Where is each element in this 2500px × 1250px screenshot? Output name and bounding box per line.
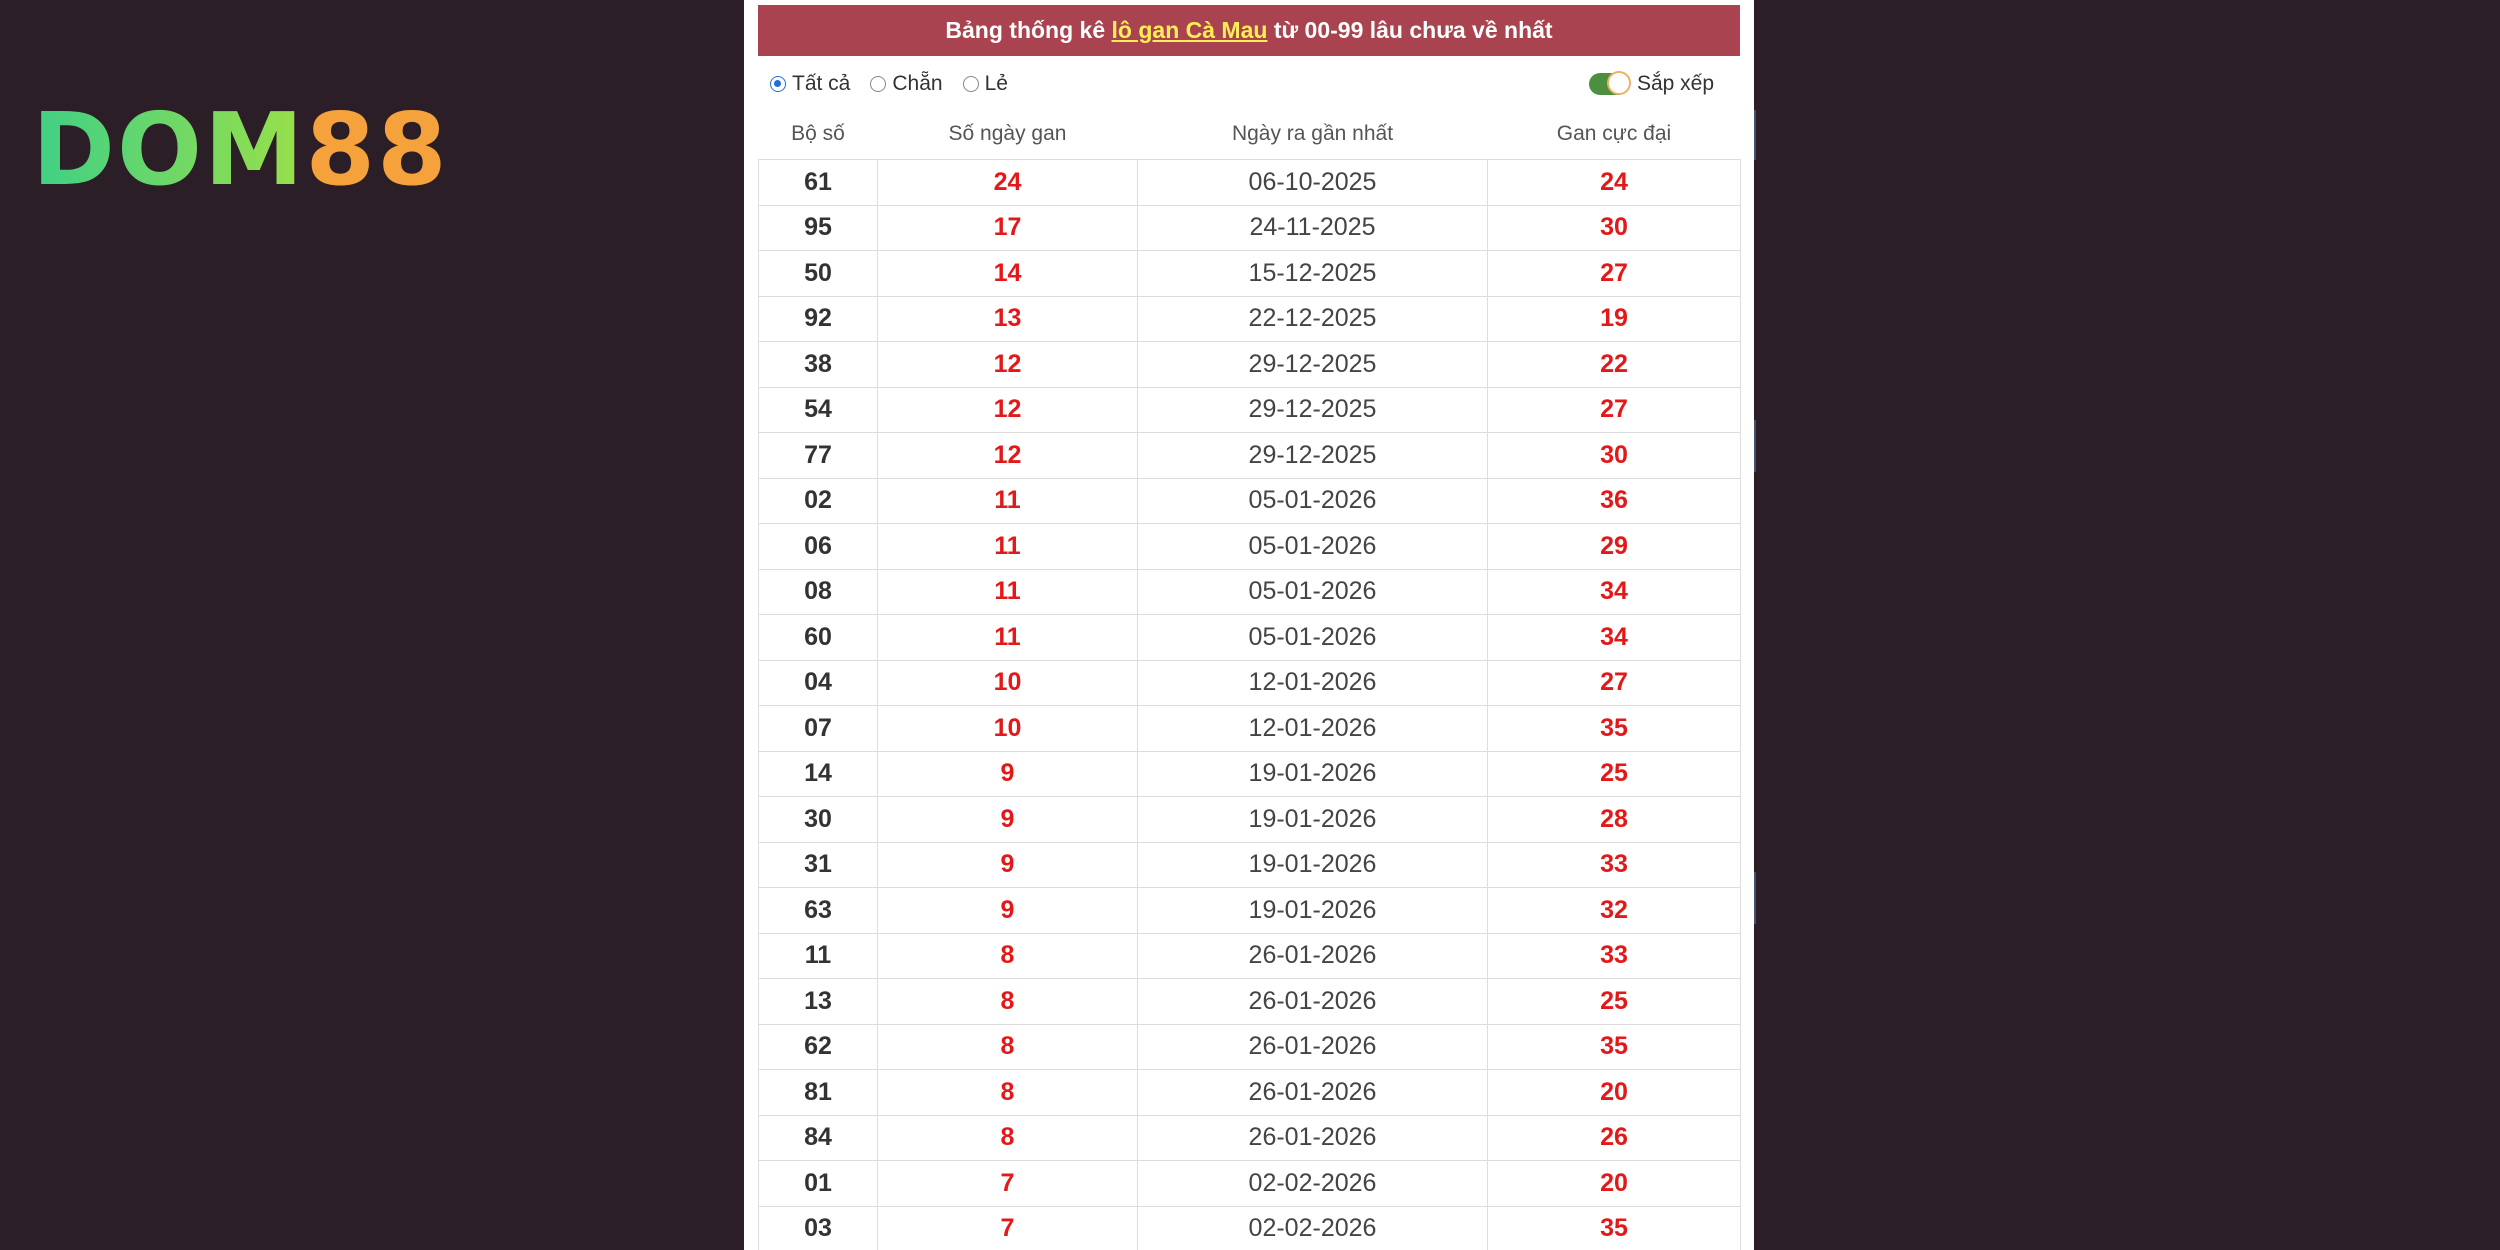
gan-days-cell: 9 <box>878 888 1138 934</box>
max-gan-cell: 20 <box>1488 1161 1741 1207</box>
filter-row <box>758 62 1740 106</box>
gan-days-cell: 11 <box>878 524 1138 570</box>
last-date-cell: 19-01-2026 <box>1138 842 1488 888</box>
table-row <box>759 296 1741 342</box>
number-cell: 11 <box>759 933 878 979</box>
max-gan-cell: 35 <box>1488 1206 1741 1250</box>
table-row <box>759 205 1741 251</box>
number-cell: 02 <box>759 478 878 524</box>
gan-days-cell: 10 <box>878 660 1138 706</box>
last-date-cell: 19-01-2026 <box>1138 797 1488 843</box>
stats-panel <box>744 0 1754 1250</box>
table-row <box>759 1024 1741 1070</box>
number-cell: 06 <box>759 524 878 570</box>
gan-days-cell: 24 <box>878 160 1138 206</box>
max-gan-cell: 25 <box>1488 751 1741 797</box>
table-row <box>759 1115 1741 1161</box>
number-cell: 31 <box>759 842 878 888</box>
gan-table <box>758 109 1741 1250</box>
gan-days-cell: 8 <box>878 933 1138 979</box>
table-row <box>759 1161 1741 1207</box>
table-row <box>759 1206 1741 1250</box>
table-row <box>759 1070 1741 1116</box>
last-date-cell: 06-10-2025 <box>1138 160 1488 206</box>
number-cell: 63 <box>759 888 878 934</box>
gan-days-cell: 12 <box>878 433 1138 479</box>
number-cell: 38 <box>759 342 878 388</box>
gan-days-cell: 17 <box>878 205 1138 251</box>
gan-days-cell: 14 <box>878 251 1138 297</box>
number-cell: 08 <box>759 569 878 615</box>
table-row <box>759 842 1741 888</box>
last-date-cell: 26-01-2026 <box>1138 1115 1488 1161</box>
number-cell: 30 <box>759 797 878 843</box>
table-row <box>759 387 1741 433</box>
last-date-cell: 26-01-2026 <box>1138 979 1488 1025</box>
radio-dot-icon <box>963 76 979 92</box>
table-title <box>758 5 1740 56</box>
logo-text-88: 88 <box>305 91 449 208</box>
gan-days-cell: 7 <box>878 1161 1138 1207</box>
table-row <box>759 979 1741 1025</box>
last-date-cell: 12-01-2026 <box>1138 706 1488 752</box>
title-suffix: từ 00-99 lâu chưa về nhất <box>1267 17 1553 43</box>
filter-odd-label: Lẻ <box>984 72 1008 95</box>
last-date-cell: 26-01-2026 <box>1138 1024 1488 1070</box>
radio-dot-icon <box>870 76 886 92</box>
max-gan-cell: 27 <box>1488 660 1741 706</box>
max-gan-cell: 27 <box>1488 387 1741 433</box>
number-cell: 84 <box>759 1115 878 1161</box>
last-date-cell: 05-01-2026 <box>1138 524 1488 570</box>
table-row <box>759 524 1741 570</box>
gan-days-cell: 12 <box>878 342 1138 388</box>
filter-even-radio[interactable] <box>870 72 942 96</box>
filter-all-radio[interactable] <box>770 72 850 96</box>
number-cell: 14 <box>759 751 878 797</box>
last-date-cell: 29-12-2025 <box>1138 433 1488 479</box>
gan-days-cell: 10 <box>878 706 1138 752</box>
title-link[interactable]: lô gan Cà Mau <box>1111 17 1268 43</box>
max-gan-cell: 30 <box>1488 205 1741 251</box>
column-header: Bộ số <box>759 109 878 160</box>
max-gan-cell: 20 <box>1488 1070 1741 1116</box>
table-body <box>759 160 1741 1250</box>
sort-label: Sắp xếp <box>1636 72 1714 95</box>
last-date-cell: 02-02-2026 <box>1138 1161 1488 1207</box>
gan-days-cell: 11 <box>878 615 1138 661</box>
max-gan-cell: 24 <box>1488 160 1741 206</box>
last-date-cell: 19-01-2026 <box>1138 888 1488 934</box>
last-date-cell: 22-12-2025 <box>1138 296 1488 342</box>
last-date-cell: 15-12-2025 <box>1138 251 1488 297</box>
table-row <box>759 342 1741 388</box>
max-gan-cell: 29 <box>1488 524 1741 570</box>
number-cell: 81 <box>759 1070 878 1116</box>
column-header: Gan cực đại <box>1488 109 1741 160</box>
gan-days-cell: 8 <box>878 1024 1138 1070</box>
toggle-switch-icon <box>1589 73 1629 95</box>
table-header-row <box>759 109 1741 160</box>
last-date-cell: 26-01-2026 <box>1138 1070 1488 1116</box>
max-gan-cell: 28 <box>1488 797 1741 843</box>
gan-days-cell: 13 <box>878 296 1138 342</box>
max-gan-cell: 34 <box>1488 615 1741 661</box>
column-header: Ngày ra gần nhất <box>1138 109 1488 160</box>
max-gan-cell: 34 <box>1488 569 1741 615</box>
number-cell: 13 <box>759 979 878 1025</box>
max-gan-cell: 27 <box>1488 251 1741 297</box>
radio-dot-icon <box>770 76 786 92</box>
last-date-cell: 26-01-2026 <box>1138 933 1488 979</box>
max-gan-cell: 36 <box>1488 478 1741 524</box>
logo-text-dom: DOM <box>32 91 306 208</box>
last-date-cell: 05-01-2026 <box>1138 615 1488 661</box>
number-cell: 01 <box>759 1161 878 1207</box>
number-cell: 61 <box>759 160 878 206</box>
gan-days-cell: 11 <box>878 569 1138 615</box>
last-date-cell: 29-12-2025 <box>1138 342 1488 388</box>
number-cell: 03 <box>759 1206 878 1250</box>
number-cell: 07 <box>759 706 878 752</box>
number-cell: 77 <box>759 433 878 479</box>
column-header: Số ngày gan <box>878 109 1138 160</box>
last-date-cell: 29-12-2025 <box>1138 387 1488 433</box>
gan-days-cell: 8 <box>878 1115 1138 1161</box>
gan-days-cell: 8 <box>878 1070 1138 1116</box>
last-date-cell: 24-11-2025 <box>1138 205 1488 251</box>
table-row <box>759 160 1741 206</box>
table-row <box>759 706 1741 752</box>
max-gan-cell: 30 <box>1488 433 1741 479</box>
max-gan-cell: 35 <box>1488 1024 1741 1070</box>
number-cell: 60 <box>759 615 878 661</box>
last-date-cell: 05-01-2026 <box>1138 478 1488 524</box>
max-gan-cell: 35 <box>1488 706 1741 752</box>
table-row <box>759 751 1741 797</box>
gan-days-cell: 8 <box>878 979 1138 1025</box>
gan-days-cell: 9 <box>878 751 1138 797</box>
gan-days-cell: 9 <box>878 842 1138 888</box>
table-row <box>759 660 1741 706</box>
number-cell: 62 <box>759 1024 878 1070</box>
last-date-cell: 12-01-2026 <box>1138 660 1488 706</box>
table-row <box>759 797 1741 843</box>
max-gan-cell: 25 <box>1488 979 1741 1025</box>
table-row <box>759 569 1741 615</box>
table-row <box>759 251 1741 297</box>
max-gan-cell: 33 <box>1488 842 1741 888</box>
title-prefix: Bảng thống kê <box>945 17 1112 43</box>
table-row <box>759 888 1741 934</box>
last-date-cell: 19-01-2026 <box>1138 751 1488 797</box>
number-cell: 04 <box>759 660 878 706</box>
last-date-cell: 05-01-2026 <box>1138 569 1488 615</box>
gan-days-cell: 11 <box>878 478 1138 524</box>
sort-toggle[interactable] <box>1589 72 1714 96</box>
filter-odd-radio[interactable] <box>963 72 1008 96</box>
filter-even-label: Chẵn <box>892 72 943 95</box>
number-cell: 92 <box>759 296 878 342</box>
table-row <box>759 478 1741 524</box>
last-date-cell: 02-02-2026 <box>1138 1206 1488 1250</box>
max-gan-cell: 26 <box>1488 1115 1741 1161</box>
gan-days-cell: 12 <box>878 387 1138 433</box>
table-row <box>759 433 1741 479</box>
table-row <box>759 933 1741 979</box>
max-gan-cell: 19 <box>1488 296 1741 342</box>
number-cell: 54 <box>759 387 878 433</box>
number-cell: 50 <box>759 251 878 297</box>
max-gan-cell: 22 <box>1488 342 1741 388</box>
max-gan-cell: 32 <box>1488 888 1741 934</box>
dom88-logo <box>32 91 449 208</box>
gan-days-cell: 9 <box>878 797 1138 843</box>
max-gan-cell: 33 <box>1488 933 1741 979</box>
gan-days-cell: 7 <box>878 1206 1138 1250</box>
number-cell: 95 <box>759 205 878 251</box>
table-row <box>759 615 1741 661</box>
filter-all-label: Tất cả <box>792 72 851 95</box>
